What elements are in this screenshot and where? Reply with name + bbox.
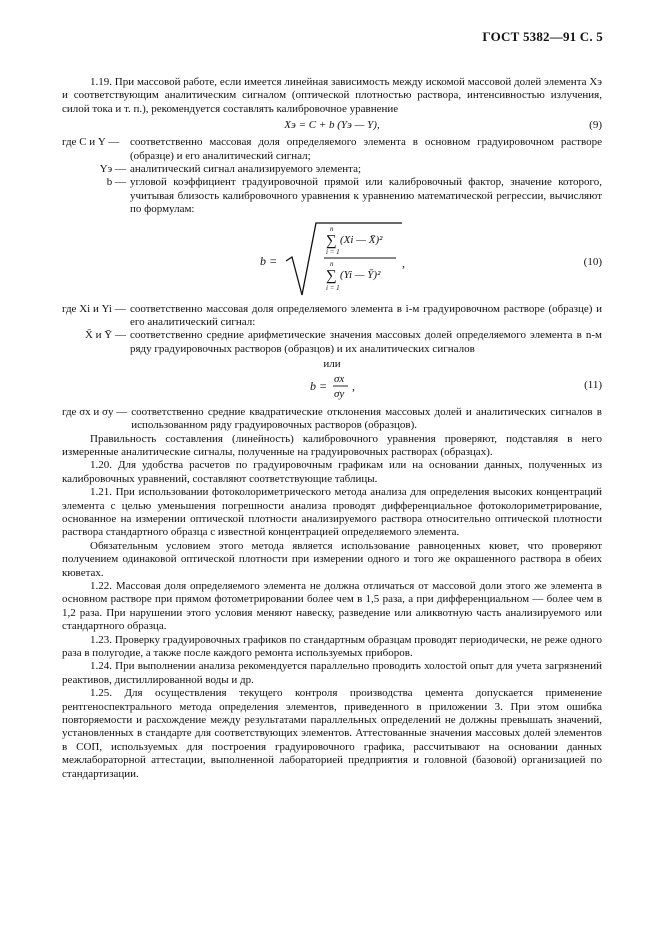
equation-9-formula: Xэ = C + b (Yэ — Y), bbox=[284, 119, 380, 132]
definition-term: b — bbox=[106, 176, 126, 189]
definition-term: где Xi и Yi — bbox=[62, 302, 126, 315]
denominator-sigma: ∑ bbox=[326, 267, 337, 284]
paragraph-1-23: 1.23. Проверку градуировочных графиков по стандартным образцам проводят периодически, не реже одного раза в полугодие, а также после каждого ремонта используемых приборов. bbox=[62, 633, 602, 659]
definition-text: аналитический сигнал анализируемого элемента; bbox=[130, 163, 362, 176]
equation-11-tail: , bbox=[352, 378, 355, 393]
denominator-sum-upper: n bbox=[330, 259, 334, 268]
definition-text: соответственно массовая доля определяемого элемента в i-м градуировочном растворе (образце) и его аналитический сигнал: bbox=[130, 302, 602, 329]
equation-10-svg bbox=[62, 221, 602, 299]
definition-text: угловой коэффициент градуировочной прямой или калибровочный фактор, значение которого, учитывая близость калибровочного уравнения к уравнению математической регрессии, вычисляют по формулам: bbox=[130, 176, 602, 216]
denominator-sum-lower: i = 1 bbox=[326, 283, 340, 292]
definition-row bbox=[62, 406, 602, 433]
numerator-sum-lower: i = 1 bbox=[326, 247, 340, 256]
paragraph-correctness: Правильность составления (линейность) калибровочного уравнения проверяют, подставляя в него измеренные аналитические сигналы, полученные на градуировочных растворах (образцах). bbox=[62, 432, 602, 458]
equation-10-lhs: b = bbox=[260, 253, 278, 268]
definition-row bbox=[62, 163, 602, 176]
paragraph-1-24: 1.24. При выполнении анализа рекомендуется параллельно проводить холостой опыт для учета загрязнений реактивов, дистиллированной воды и др. bbox=[62, 660, 602, 686]
definition-row bbox=[62, 176, 602, 216]
definition-term: Yэ — bbox=[99, 163, 126, 176]
or-word: или bbox=[323, 358, 341, 371]
page-content bbox=[62, 76, 602, 781]
paragraph-1-19: 1.19. При массовой работе, если имеется линейная зависимость между искомой массовой долей элемента Xэ и соответствующим аналитическим сигналом (оптической плотностью раствора, интенсивностью излучения, силой тока и т. п.), рекомендуется составлять калибровочное уравнение bbox=[62, 76, 602, 115]
paragraph-1-25: 1.25. Для осуществления текущего контроля производства цемента допускается применение рентгеноспектрального метода определения элементов, приведенного в приложении 3. При этом ошибка повторяемости и расхождение между результатами параллельных определений не должны превышать значений, установленных в стандарте для соответствующих элементов. Аттестованные значения массовых долей элементов в СОП, используемых для построения градуировочного графика, рассчитывают на основании данных межлабораторной аттестации, выполненной лабораторией предприятия и головной (базовой) организацией по стандартизации. bbox=[62, 687, 602, 780]
equation-9 bbox=[62, 117, 602, 133]
equation-10 bbox=[62, 221, 602, 299]
definition-row bbox=[62, 136, 602, 163]
equation-11-svg bbox=[62, 372, 602, 400]
paragraph-1-21-condition: Обязательным условием этого метода является использование равноценных кювет, что проверяют получением одинаковой оптической плотности при измерении одного и того же окрашенного раствора в обеих кюветах. bbox=[62, 539, 602, 579]
equation-11-denominator: σy bbox=[334, 387, 345, 400]
denominator-expression: (Yi — Ȳ)² bbox=[340, 268, 381, 281]
paragraph-1-22: 1.22. Массовая доля определяемого элемента не должна отличаться от массовой доли этого же элемента в основном растворе при прямом фотометрировании более чем в 1,5 раза, а при дифференциальном — более чем в 1,2 раза. При нарушении этого условия меняют навеску, разведение или аликвотную часть анализируемого или стандартного образца. bbox=[62, 579, 602, 633]
paragraph-1-21: 1.21. При использовании фотоколориметрического метода анализа для определения высоких концентраций элемента с целью уменьшения погрешности анализа проводят дифференциальное фотоколориметрирование, основанное на измерении оптической плотности анализируемого раствора относительно оптической плотности раствора стандартного образца с известной концентрацией определяемого элемента. bbox=[62, 486, 602, 539]
definitions-block-1 bbox=[62, 136, 602, 216]
equation-11-number: (11) bbox=[584, 378, 602, 391]
equation-10-number: (10) bbox=[583, 255, 602, 268]
definition-text: соответственно массовая доля определяемого элемента в основном градуировочном растворе (образце) и его аналитический сигнал; bbox=[130, 136, 602, 162]
page-header: ГОСТ 5382—91 С. 5 bbox=[482, 29, 603, 44]
equation-11-lhs: b = bbox=[310, 378, 328, 393]
definition-term: где C и Y — bbox=[62, 136, 120, 149]
definition-text: соответственно средние арифметические значения массовых долей определяемого элемента в n-м ряду градуировочных растворов (образцов) и их аналитических сигналов bbox=[130, 329, 602, 355]
equation-10-tail: , bbox=[402, 255, 405, 270]
paragraph-1-20: 1.20. Для удобства расчетов по градуировочным графикам или на основании данных, полученных из калибровочных уравнений, составляют соответствующие таблицы. bbox=[62, 459, 602, 485]
numerator-sigma: ∑ bbox=[326, 232, 337, 249]
equation-11 bbox=[62, 372, 602, 400]
equation-9-number: (9) bbox=[589, 119, 602, 132]
definition-text: соответственно средние квадратические отклонения массовых долей и аналитических сигналов в использованном ряду градуировочных растворов (образцов). bbox=[131, 405, 602, 432]
equation-11-numerator: σx bbox=[334, 372, 345, 385]
numerator-expression: (Xi — X̄)² bbox=[340, 233, 383, 246]
definition-term: где σx и σy — bbox=[62, 405, 128, 418]
definitions-block-2 bbox=[62, 303, 602, 357]
definitions-block-3 bbox=[62, 406, 602, 433]
definition-term: X̄ и Ȳ — bbox=[84, 329, 126, 342]
numerator-sum-upper: n bbox=[330, 224, 334, 233]
definition-row bbox=[62, 303, 602, 330]
definition-row bbox=[62, 329, 602, 356]
